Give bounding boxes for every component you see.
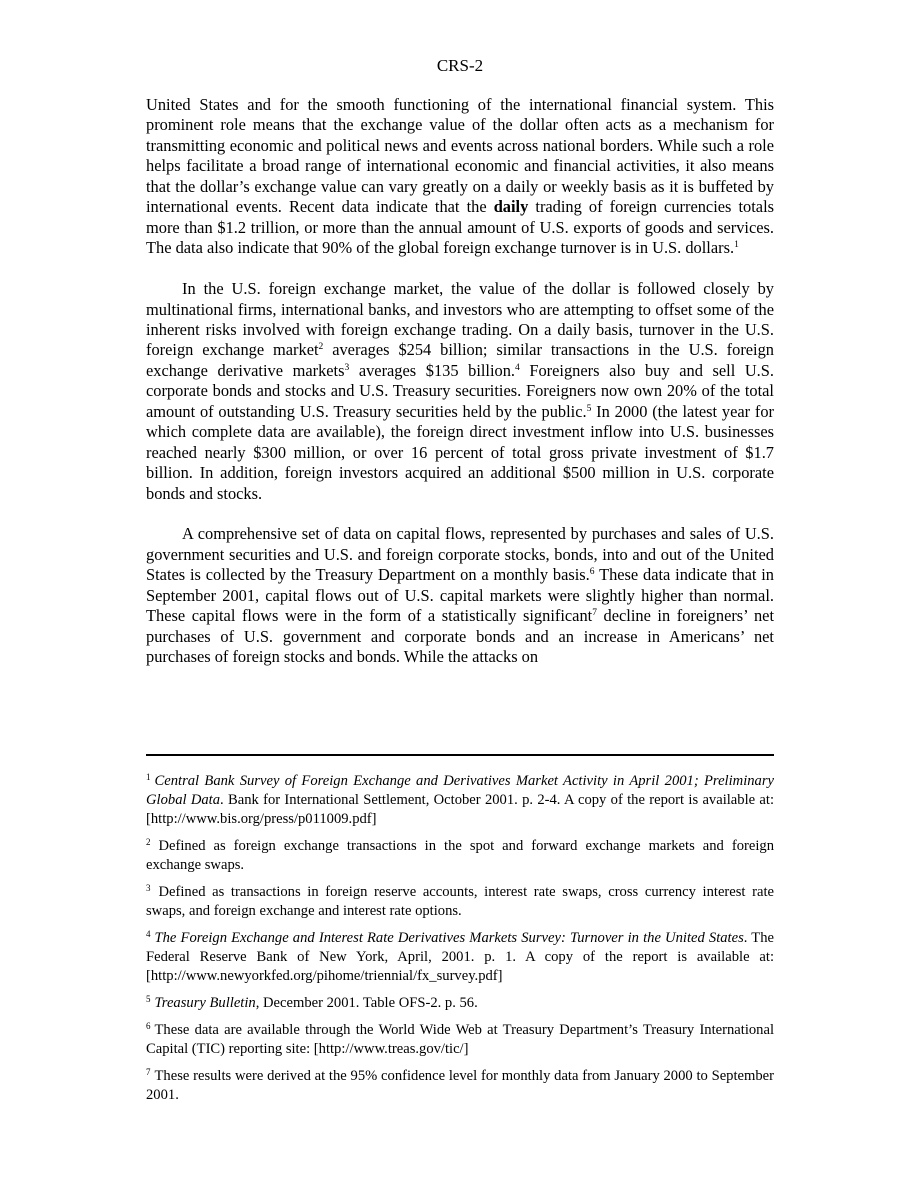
body-text <box>146 95 774 668</box>
footnotes-section <box>146 772 774 1113</box>
footnote-ref-4[interactable]: 4 <box>515 362 520 373</box>
footnote-title: The Foreign Exchange and Interest Rate Derivatives Markets Survey: Turnover in the United States <box>154 930 744 946</box>
paragraph-3: A comprehensive set of data on capital flows, represented by purchases and sales of U.S. government securities and U.S. and foreign corporate stocks, bonds, into and out of the United States is collected by the Treasury Department on a monthly basis.$^6$ These data indicate that in September 2001, capital flows out of U.S. capital markets were slightly higher than normal. These capital flows were in the form of a statistically significant$^7$ decline in foreigners’ net purchases of U.S. government and corporate bonds and an increase in Americans’ net purchases of foreign stocks and bonds. While the attacks on <box>146 524 775 667</box>
footnote-3: $^3$ Defined as transactions in foreign reserve accounts, interest rate swaps, cross currency interest rate swaps, and foreign exchange and interest rate options. <box>146 883 774 919</box>
footnote-2: $^2$ Defined as foreign exchange transactions in the spot and forward exchange markets and foreign exchange swaps. <box>146 837 774 873</box>
footnote-ref-1[interactable]: 1 <box>734 240 739 251</box>
paragraph-1: United States and for the smooth functioning of the international financial system. This prominent role means that the exchange value of the dollar often acts as a mechanism for transmitting economic and political news and events across national borders. While such a role helps facilitate a broad range of international economic and financial activities, it also means that the dollar’s exchange value can vary greatly on a daily or weekly basis as it is buffeted by international events. Recent data indicate that the daily trading of foreign currencies totals more than $1.2 trillion, or more than the annual amount of U.S. exports of goods and services. The data also indicate that 90% of the global foreign exchange turnover is in U.S. dollars.$^1$ <box>146 95 774 258</box>
footnote-number: 6 <box>146 1021 151 1031</box>
footnote-number: 4 <box>146 929 151 939</box>
footnote-ref-5[interactable]: 5 <box>586 403 592 414</box>
footnote-5: $^5$ Treasury Bulletin, December 2001. Table OFS-2. p. 56. <box>146 994 478 1011</box>
footnote-ref-3[interactable]: 3 <box>344 362 350 373</box>
page-header: CRS-2 <box>436 56 484 75</box>
footnote-number: 2 <box>146 837 151 847</box>
footnote-number: 3 <box>146 883 151 893</box>
footnote-number: 5 <box>146 994 151 1004</box>
footnote-title: Treasury Bulletin <box>154 995 256 1011</box>
footnote-number: 1 <box>146 772 151 782</box>
footnote-ref-6[interactable]: 6 <box>589 567 595 578</box>
footnote-7: $^7$ These results were derived at the 95% confidence level for monthly data from January 2000 to September 2001. <box>146 1067 774 1103</box>
footnote-title: Central Bank Survey of Foreign Exchange and Derivatives Market Activity in April 2001; Preliminary Global Data <box>146 773 774 808</box>
footnote-divider <box>146 754 774 756</box>
footnote-1: $^1$ Central Bank Survey of Foreign Exchange and Derivatives Market Activity in April 2001; Preliminary Global Data. Bank for International Settlement, October 2001. p. 2-4. A copy of the report is available at: [http://www.bis.org/press/p011009.pdf] <box>146 772 774 827</box>
footnote-ref-7[interactable]: 7 <box>592 608 597 619</box>
footnote-4: $^4$ The Foreign Exchange and Interest Rate Derivatives Markets Survey: Turnover in the United States. The Federal Reserve Bank of New York, April, 2001. p. 1. A copy of the report is available at: [http://www.newyorkfed.org/pihome/triennial/fx_survey.pdf] <box>146 929 774 984</box>
footnote-ref-2[interactable]: 2 <box>318 342 324 353</box>
footnote-6: $^6$ These data are available through the World Wide Web at Treasury Department’s Treasury International Capital (TIC) reporting site: [http://www.treas.gov/tic/] <box>146 1021 774 1057</box>
footnote-number: 7 <box>146 1067 151 1077</box>
bold-daily: daily <box>493 197 529 217</box>
paragraph-2: In the U.S. foreign exchange market, the value of the dollar is followed closely by multinational firms, international banks, and investors who are attempting to offset some of the inherent risks involved with foreign exchange trading. On a daily basis, turnover in the U.S. foreign exchange market$^2$ averages $254 billion; similar transactions in the U.S. foreign exchange derivative markets$^3$ averages $135 billion.$^4$ Foreigners also buy and sell U.S. corporate bonds and stocks and U.S. Treasury securities. Foreigners now own 20% of the total amount of outstanding U.S. Treasury securities held by the public.$^5$ In 2000 (the latest year for which complete data are available), the foreign direct investment inflow into U.S. businesses reached nearly $300 million, or over 16 percent of total gross private investment of $1.7 billion. In addition, foreign investors acquired an additional $500 million in U.S. corporate bonds and stocks. <box>146 279 775 503</box>
